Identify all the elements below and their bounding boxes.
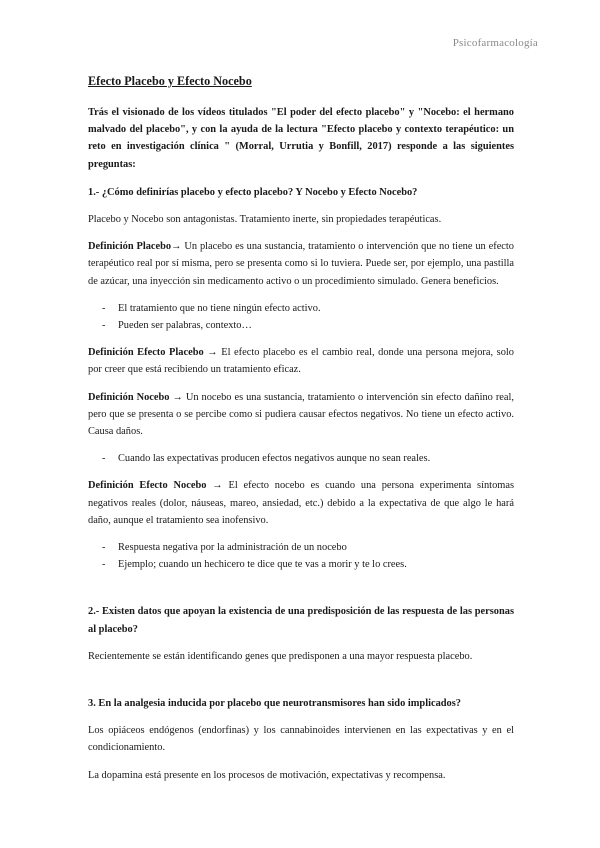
document-body (88, 72, 514, 794)
placebo-bullet-list (88, 300, 514, 334)
efecto-nocebo-bullet-list (88, 539, 514, 573)
page-header-subject: Psicofarmacología (452, 37, 538, 49)
definition-text: → Un nocebo es una sustancia, tratamiento o intervención sin efecto dañino real, pero que se presenta o se percibe como si pudiera causar efectos negativos. No tiene un efecto activo. Causa daños. (88, 391, 514, 438)
answer-1: Placebo y Nocebo son antagonistas. Tratamiento inerte, sin propiedades terapéuticas. (88, 214, 442, 226)
list-item: - Ejemplo; cuando un hechicero te dice que te vas a morir y te lo crees. (88, 556, 514, 573)
definition-efecto-placebo (88, 344, 514, 378)
definition-nocebo (88, 389, 514, 441)
document-title: Efecto Placebo y Efecto Nocebo (88, 74, 252, 88)
definition-term: Definición Efecto Placebo (88, 347, 204, 359)
list-item: - Respuesta negativa por la administración de un nocebo (88, 539, 514, 556)
answer-3a: Los opiáceos endógenos (endorfinas) y los cannabinoides intervienen en las expectativas y en el condicionamiento. (88, 725, 514, 754)
intro-paragraph: Trás el visionado de los vídeos titulados "El poder del efecto placebo" y "Nocebo: el hermano malvado del placebo", y con la ayuda de la lectura "Efecto placebo y contexto terapéutico: un reto en investigación clínica " (Morral, Urrutia y Bonfill, 2017) responde a las siguientes preguntas: (88, 107, 514, 170)
question-1: 1.- ¿Cómo definirías placebo y efecto placebo? Y Nocebo y Efecto Nocebo? (88, 186, 418, 198)
definition-text: → El efecto nocebo es cuando una persona experimenta síntomas negativos reales (dolor, náuseas, mareo, ansiedad, etc.) debido a la expectativa de que algo le hará daño, aunque el tratamiento sea inofensivo. (88, 480, 514, 526)
definition-text: → Un placebo es una sustancia, tratamiento o intervención que no tiene un efecto terapéutico real por sí misma, pero se presenta como si lo tuviera. Puede ser, por ejemplo, una pastilla de azúcar, una inyección sin medicamento activo o un procedimiento simulado. Genera beneficios. (88, 241, 515, 287)
definition-text: → El efecto placebo es el cambio real, donde una persona mejora, solo por creer que está recibiendo un tratamiento eficaz. (88, 347, 514, 376)
definition-placebo (88, 238, 514, 290)
list-item: - Cuando las expectativas producen efectos negativos aunque no sean reales. (88, 450, 514, 467)
question-3: 3. En la analgesia inducida por placebo que neurotransmisores han sido implicados? (88, 698, 461, 710)
list-item: - Pueden ser palabras, contexto… (88, 317, 514, 334)
definition-term: Definición Nocebo (88, 391, 170, 403)
spacer (88, 675, 514, 695)
spacer (88, 583, 514, 603)
answer-2: Recientemente se están identificando genes que predisponen a una mayor respuesta placebo. (88, 650, 473, 662)
definition-term: Definición Placebo (88, 241, 172, 253)
list-item: - El tratamiento que no tiene ningún efecto activo. (88, 300, 514, 317)
answer-3b: La dopamina está presente en los procesos de motivación, expectativas y recompensa. (88, 769, 446, 781)
definition-term: Definición Efecto Nocebo (88, 480, 207, 492)
nocebo-bullet-list (88, 450, 514, 467)
definition-efecto-nocebo (88, 477, 514, 529)
question-2: 2.- Existen datos que apoyan la existencia de una predisposición de las respuesta de las personas al placebo? (88, 606, 514, 635)
